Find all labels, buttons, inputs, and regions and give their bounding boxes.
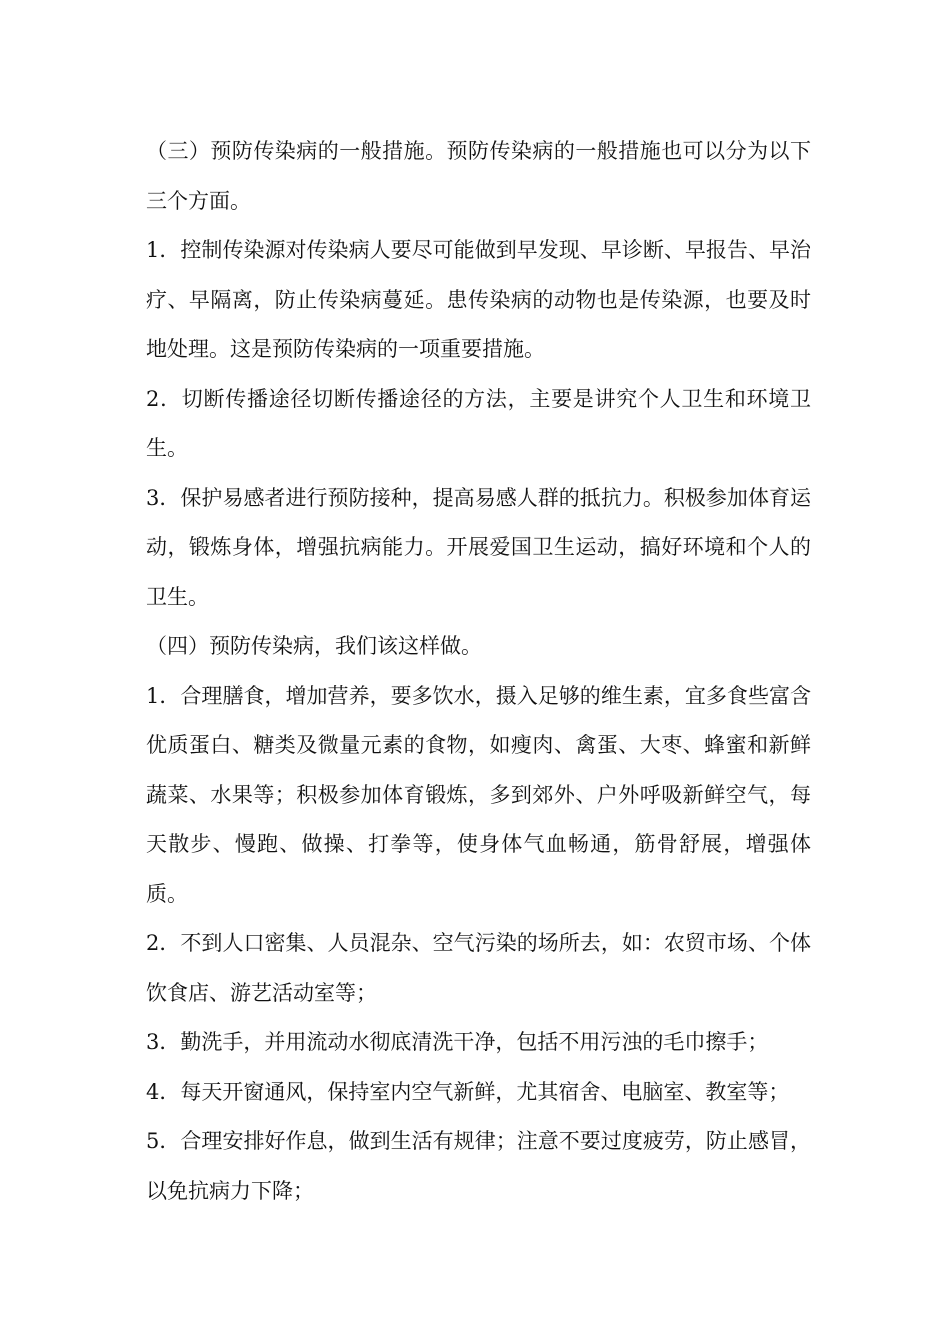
list-item-control-source: 1．控制传染源对传染病人要尽可能做到早发现、早诊断、早报告、早治疗、早隔离，防止传染病蔓延。患传染病的动物也是传染源，也要及时地处理。这是预防传染病的一项重要措施。: [146, 238, 811, 361]
list-item-cut-route: 2．切断传播途径切断传播途径的方法，主要是讲究个人卫生和环境卫生。: [146, 386, 811, 460]
list-item-diet: 1．合理膳食，增加营养，要多饮水，摄入足够的维生素，宜多食些富含优质蛋白、糖类及微量元素的食物，如瘦肉、禽蛋、大枣、蜂蜜和新鲜蔬菜、水果等；积极参加体育锻炼，多到郊外、户外呼吸新鲜空气，每天散步、慢跑、做操、打拳等，使身体气血畅通，筋骨舒展，增强体质。: [146, 683, 811, 906]
list-item-rest: 5．合理安排好作息，做到生活有规律；注意不要过度疲劳，防止感冒，以免抗病力下降；: [146, 1129, 811, 1203]
list-item-wash-hands: 3．勤洗手，并用流动水彻底清洗干净，包括不用污浊的毛巾擦手；: [146, 1030, 769, 1054]
list-item-protect-susceptible: 3．保护易感者进行预防接种，提高易感人群的抵抗力。积极参加体育运动，锻炼身体，增强抗病能力。开展爱国卫生运动，搞好环境和个人的卫生。: [146, 485, 811, 609]
list-item-ventilate: 4．每天开窗通风，保持室内空气新鲜，尤其宿舍、电脑室、教室等；: [146, 1079, 790, 1104]
section-heading-three: （三）预防传染病的一般措施。预防传染病的一般措施也可以分为以下三个方面。: [146, 139, 811, 213]
list-item-avoid-crowds: 2．不到人口密集、人员混杂、空气污染的场所去，如：农贸市场、个体饮食店、游艺活动室等；: [146, 931, 811, 1005]
document-body: [146, 127, 811, 1216]
section-heading-four: （四）预防传染病，我们该这样做。: [146, 634, 482, 658]
